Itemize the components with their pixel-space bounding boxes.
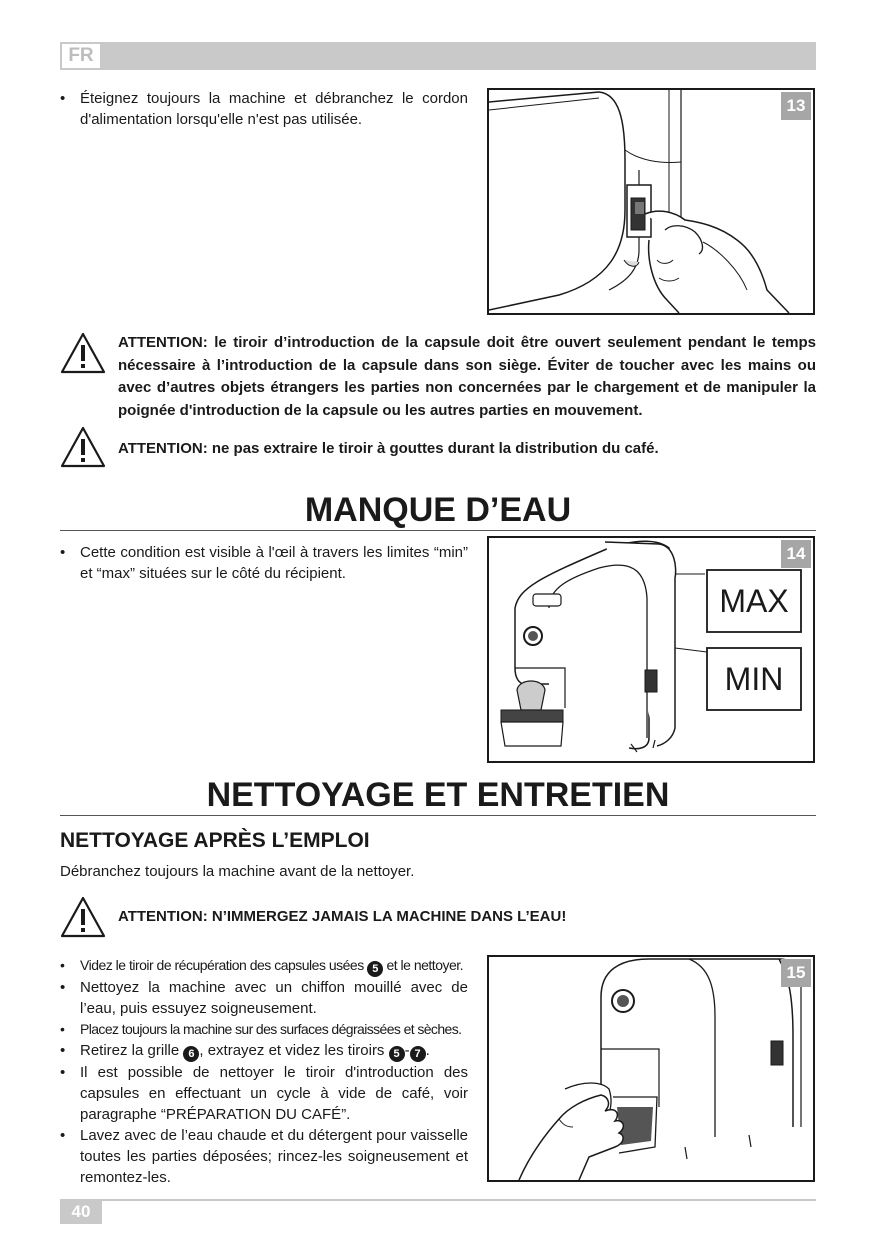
subsection-title: NETTOYAGE APRÈS L’EMPLOI bbox=[60, 829, 370, 852]
warning-no-immersion bbox=[60, 896, 816, 940]
cleaning-intro: Débranchez toujours la machine avant de la nettoyer. bbox=[60, 863, 415, 880]
power-off-instructions bbox=[60, 88, 468, 130]
warning-text: ATTENTION: ne pas extraire le tiroir à gouttes durant la distribution du café. bbox=[118, 440, 659, 457]
language-tag: FR bbox=[60, 42, 102, 70]
list-item: • Videz le tiroir de récupération des capsules usées 5 et le nettoyer. bbox=[60, 955, 468, 977]
figure-number: 14 bbox=[781, 540, 811, 568]
figure-number: 13 bbox=[781, 92, 811, 120]
water-level-instructions bbox=[60, 542, 468, 584]
list-item: • Lavez avec de l’eau chaude et du détergent pour vaisselle toutes les parties déposées; rincez-les soigneusement et remontez-les. bbox=[60, 1125, 468, 1188]
list-item: • Il est possible de nettoyer le tiroir d'introduction des capsules en effectuant un cycle à vide de café, voir paragraphe “PRÉPARATION DU CAFÉ”. bbox=[60, 1062, 468, 1125]
label-max: MAX bbox=[719, 583, 789, 619]
list-item: • Cette condition est visible à l'œil à travers les limites “min” et “max” situées sur le côté du récipient. bbox=[60, 542, 468, 584]
cleaning-illustration bbox=[489, 957, 813, 1180]
cleaning-steps bbox=[60, 955, 468, 1188]
warning-triangle-icon bbox=[60, 426, 106, 468]
figure-14 bbox=[487, 536, 815, 763]
list-item: • Éteignez toujours la machine et débranchez le cordon d'alimentation lorsqu'elle n'est pas utilisée. bbox=[60, 88, 468, 130]
warning-text: ATTENTION: N’IMMERGEZ JAMAIS LA MACHINE DANS L’EAU! bbox=[118, 908, 567, 925]
component-number-badge: 5 bbox=[367, 961, 383, 977]
list-item: • Placez toujours la machine sur des surfaces dégraissées et sèches. bbox=[60, 1019, 468, 1040]
warning-capsule-drawer bbox=[60, 332, 816, 424]
page-number: 40 bbox=[60, 1200, 102, 1224]
machine-switch-illustration bbox=[489, 90, 813, 313]
warning-triangle-icon bbox=[60, 896, 106, 938]
component-number-badge: 5 bbox=[389, 1046, 405, 1062]
section-title-nettoyage: NETTOYAGE ET ENTRETIEN bbox=[206, 776, 670, 814]
warning-drip-tray bbox=[60, 426, 816, 470]
section-rule bbox=[60, 815, 816, 816]
warning-triangle-icon bbox=[60, 332, 106, 374]
language-bar bbox=[60, 42, 816, 70]
component-number-badge: 6 bbox=[183, 1046, 199, 1062]
figure-number: 15 bbox=[781, 959, 811, 987]
figure-13 bbox=[487, 88, 815, 315]
water-tank-illustration bbox=[489, 538, 813, 761]
label-min: MIN bbox=[724, 661, 784, 697]
section-title-manque-eau: MANQUE D’EAU bbox=[304, 491, 572, 529]
warning-text: ATTENTION: le tiroir d’introduction de la capsule doit être ouvert seulement pendant le temps nécessaire à l’introduction de la capsule dans son siège. Éviter de toucher avec les mains ou avec d’autres objets étrangers les parties non concernées par le chargement et de manipuler la poignée d'introduction de la capsule ou les autres parties en mouvement. bbox=[118, 334, 816, 419]
figure-15 bbox=[487, 955, 815, 1182]
footer-rule bbox=[60, 1199, 816, 1201]
component-number-badge: 7 bbox=[410, 1046, 426, 1062]
list-item: • Retirez la grille 6 , extrayez et videz les tiroirs 5 - 7 . bbox=[60, 1040, 468, 1062]
list-item: • Nettoyez la machine avec un chiffon mouillé avec de l’eau, puis essuyez soigneusement. bbox=[60, 977, 468, 1019]
section-rule bbox=[60, 530, 816, 531]
